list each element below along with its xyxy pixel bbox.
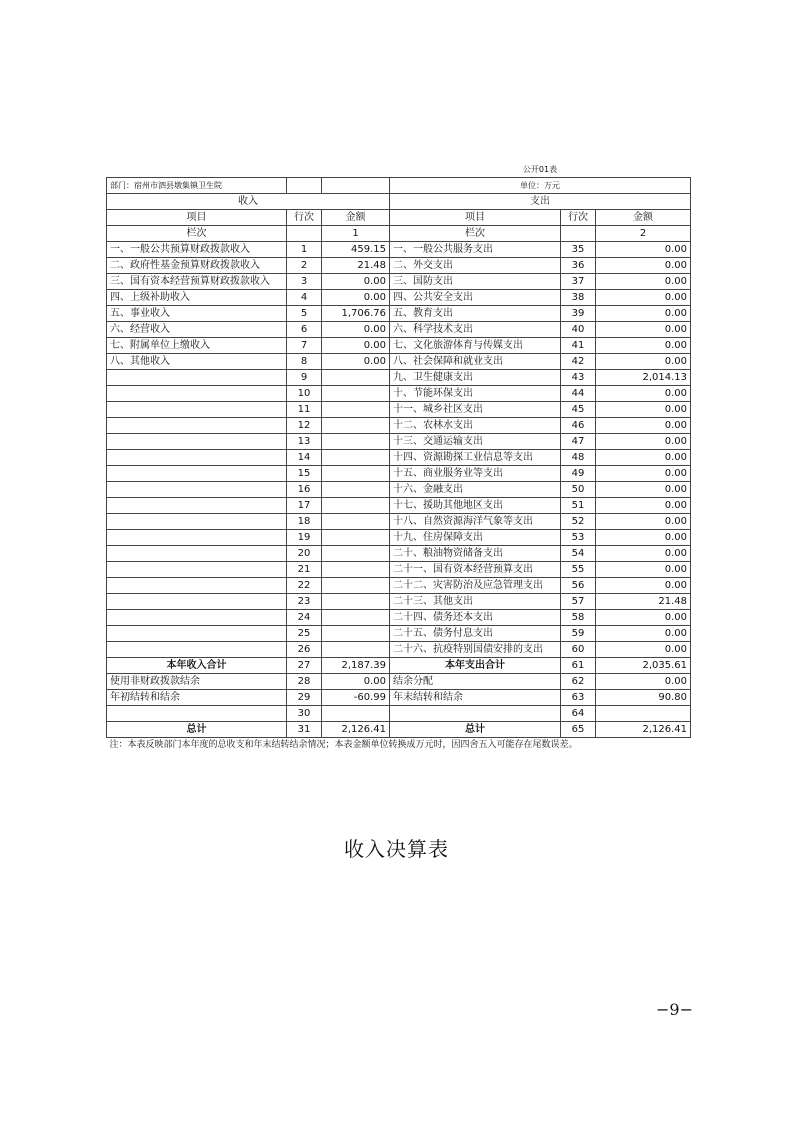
expense-item: 二十一、国有资本经营预算支出 xyxy=(390,562,561,578)
expense-item: 二十五、债务付息支出 xyxy=(390,626,561,642)
income-item xyxy=(107,498,287,514)
department: 部门：宿州市泗县墩集镇卫生院 xyxy=(107,178,287,194)
income-item xyxy=(107,450,287,466)
income-line-header: 行次 xyxy=(287,210,322,226)
income-line: 29 xyxy=(287,690,322,706)
income-line: 11 xyxy=(287,402,322,418)
column-header-row xyxy=(107,210,691,226)
income-section-header: 收入 xyxy=(107,194,390,210)
expense-line: 47 xyxy=(561,434,596,450)
income-line: 26 xyxy=(287,642,322,658)
expense-amount: 0.00 xyxy=(596,562,691,578)
table-row xyxy=(107,386,691,402)
income-item: 总计 xyxy=(107,722,287,738)
income-item xyxy=(107,594,287,610)
expense-item: 八、社会保障和就业支出 xyxy=(390,354,561,370)
expense-line: 64 xyxy=(561,706,596,722)
income-item xyxy=(107,546,287,562)
expense-amount: 0.00 xyxy=(596,610,691,626)
expense-amount xyxy=(596,706,691,722)
expense-item: 十七、援助其他地区支出 xyxy=(390,498,561,514)
expense-line: 44 xyxy=(561,386,596,402)
expense-amount: 0.00 xyxy=(596,258,691,274)
expense-line: 65 xyxy=(561,722,596,738)
expense-amount: 0.00 xyxy=(596,450,691,466)
income-item: 五、事业收入 xyxy=(107,306,287,322)
income-item: 年初结转和结余 xyxy=(107,690,287,706)
income-item-header: 项目 xyxy=(107,210,287,226)
expense-item: 本年支出合计 xyxy=(390,658,561,674)
income-amount: 21.48 xyxy=(322,258,390,274)
income-item xyxy=(107,530,287,546)
expense-line: 53 xyxy=(561,530,596,546)
expense-item: 三、国防支出 xyxy=(390,274,561,290)
income-item: 四、上级补助收入 xyxy=(107,290,287,306)
income-line: 8 xyxy=(287,354,322,370)
expense-item: 年末结转和结余 xyxy=(390,690,561,706)
table-row xyxy=(107,322,691,338)
income-item xyxy=(107,642,287,658)
income-line: 22 xyxy=(287,578,322,594)
expense-line: 50 xyxy=(561,482,596,498)
expense-line: 36 xyxy=(561,258,596,274)
income-item: 一、一般公共预算财政拨款收入 xyxy=(107,242,287,258)
expense-item: 一、一般公共服务支出 xyxy=(390,242,561,258)
income-amount xyxy=(322,642,390,658)
income-amount xyxy=(322,418,390,434)
income-amount: 2,187.39 xyxy=(322,658,390,674)
income-col-index: 1 xyxy=(322,226,390,242)
income-amount xyxy=(322,514,390,530)
expense-amount: 0.00 xyxy=(596,546,691,562)
expense-amount: 0.00 xyxy=(596,626,691,642)
income-item: 六、经营收入 xyxy=(107,322,287,338)
table-row xyxy=(107,274,691,290)
income-line: 13 xyxy=(287,434,322,450)
expense-item: 九、卫生健康支出 xyxy=(390,370,561,386)
expense-line: 54 xyxy=(561,546,596,562)
expense-amount: 2,014.13 xyxy=(596,370,691,386)
expense-amount: 2,035.61 xyxy=(596,658,691,674)
expense-amount: 0.00 xyxy=(596,306,691,322)
table-row xyxy=(107,562,691,578)
expense-amount: 0.00 xyxy=(596,482,691,498)
income-line: 3 xyxy=(287,274,322,290)
expense-line: 48 xyxy=(561,450,596,466)
income-amount-header: 金额 xyxy=(322,210,390,226)
expense-line: 43 xyxy=(561,370,596,386)
income-item xyxy=(107,434,287,450)
expense-item: 十九、住房保障支出 xyxy=(390,530,561,546)
table-row xyxy=(107,674,691,690)
expense-section-header: 支出 xyxy=(390,194,691,210)
expense-line: 62 xyxy=(561,674,596,690)
expense-amount: 0.00 xyxy=(596,498,691,514)
expense-line: 55 xyxy=(561,562,596,578)
expense-line-header: 行次 xyxy=(561,210,596,226)
income-amount xyxy=(322,546,390,562)
income-amount xyxy=(322,450,390,466)
income-amount: 0.00 xyxy=(322,674,390,690)
table-row xyxy=(107,434,691,450)
expense-amount: 0.00 xyxy=(596,674,691,690)
expense-item: 五、教育支出 xyxy=(390,306,561,322)
expense-item-header: 项目 xyxy=(390,210,561,226)
expense-item: 十三、交通运输支出 xyxy=(390,434,561,450)
page-title: 收入决算表 xyxy=(344,837,449,861)
income-amount: 0.00 xyxy=(322,322,390,338)
table-row xyxy=(107,242,691,258)
unit-label: 单位：万元 xyxy=(390,178,691,194)
expense-amount: 0.00 xyxy=(596,530,691,546)
expense-amount: 0.00 xyxy=(596,354,691,370)
income-col-label: 栏次 xyxy=(107,226,287,242)
expense-line: 41 xyxy=(561,338,596,354)
table-row xyxy=(107,450,691,466)
income-line: 1 xyxy=(287,242,322,258)
expense-item: 二、外交支出 xyxy=(390,258,561,274)
expense-amount: 0.00 xyxy=(596,402,691,418)
table-row xyxy=(107,594,691,610)
table-row xyxy=(107,354,691,370)
income-item: 二、政府性基金预算财政拨款收入 xyxy=(107,258,287,274)
expense-line: 52 xyxy=(561,514,596,530)
income-line: 19 xyxy=(287,530,322,546)
expense-amount: 90.80 xyxy=(596,690,691,706)
expense-line: 35 xyxy=(561,242,596,258)
table-row xyxy=(107,610,691,626)
expense-amount: 0.00 xyxy=(596,466,691,482)
table-row xyxy=(107,418,691,434)
expense-line: 61 xyxy=(561,658,596,674)
income-line: 27 xyxy=(287,658,322,674)
income-line: 24 xyxy=(287,610,322,626)
expense-item: 六、科学技术支出 xyxy=(390,322,561,338)
income-line: 16 xyxy=(287,482,322,498)
expense-line: 40 xyxy=(561,322,596,338)
expense-item: 二十六、抗疫特别国债安排的支出 xyxy=(390,642,561,658)
expense-col-label: 栏次 xyxy=(390,226,561,242)
expense-item: 二十四、债务还本支出 xyxy=(390,610,561,626)
expense-item: 二十、粮油物资储备支出 xyxy=(390,546,561,562)
expense-item: 总计 xyxy=(390,722,561,738)
table-row xyxy=(107,258,691,274)
income-amount: 0.00 xyxy=(322,290,390,306)
expense-item: 十一、城乡社区支出 xyxy=(390,402,561,418)
income-amount: -60.99 xyxy=(322,690,390,706)
expense-amount: 0.00 xyxy=(596,514,691,530)
table-row xyxy=(107,402,691,418)
income-amount xyxy=(322,402,390,418)
expense-line: 42 xyxy=(561,354,596,370)
expense-item: 结余分配 xyxy=(390,674,561,690)
expense-line: 56 xyxy=(561,578,596,594)
income-item xyxy=(107,402,287,418)
table-row xyxy=(107,482,691,498)
income-line: 5 xyxy=(287,306,322,322)
income-item: 七、附属单位上缴收入 xyxy=(107,338,287,354)
table-row xyxy=(107,290,691,306)
income-line: 15 xyxy=(287,466,322,482)
income-amount xyxy=(322,386,390,402)
income-amount: 0.00 xyxy=(322,274,390,290)
table-row xyxy=(107,498,691,514)
income-line: 14 xyxy=(287,450,322,466)
income-amount xyxy=(322,370,390,386)
income-amount xyxy=(322,530,390,546)
income-line: 30 xyxy=(287,706,322,722)
expense-item: 二十三、其他支出 xyxy=(390,594,561,610)
expense-item: 十二、农林水支出 xyxy=(390,418,561,434)
income-amount: 0.00 xyxy=(322,338,390,354)
expense-amount: 0.00 xyxy=(596,322,691,338)
expense-line: 51 xyxy=(561,498,596,514)
income-amount xyxy=(322,498,390,514)
expense-item: 十、节能环保支出 xyxy=(390,386,561,402)
income-item: 本年收入合计 xyxy=(107,658,287,674)
expense-amount-header: 金额 xyxy=(596,210,691,226)
income-line: 28 xyxy=(287,674,322,690)
income-item: 使用非财政拨款结余 xyxy=(107,674,287,690)
table-row xyxy=(107,530,691,546)
expense-line: 38 xyxy=(561,290,596,306)
table-row xyxy=(107,658,691,674)
expense-amount: 0.00 xyxy=(596,578,691,594)
expense-line: 45 xyxy=(561,402,596,418)
expense-amount: 0.00 xyxy=(596,434,691,450)
table-note: 注：本表反映部门本年度的总收支和年末结转结余情况；本表金额单位转换成万元时，因四舍五入可能存在尾数误差。 xyxy=(107,738,691,754)
expense-amount: 0.00 xyxy=(596,642,691,658)
income-amount xyxy=(322,466,390,482)
income-amount xyxy=(322,626,390,642)
income-amount: 459.15 xyxy=(322,242,390,258)
income-amount xyxy=(322,578,390,594)
table-row xyxy=(107,370,691,386)
income-item xyxy=(107,418,287,434)
expense-line: 59 xyxy=(561,626,596,642)
income-item: 八、其他收入 xyxy=(107,354,287,370)
expense-amount: 21.48 xyxy=(596,594,691,610)
income-line: 12 xyxy=(287,418,322,434)
expense-amount: 0.00 xyxy=(596,418,691,434)
expense-item: 十六、金融支出 xyxy=(390,482,561,498)
income-line: 6 xyxy=(287,322,322,338)
income-line: 31 xyxy=(287,722,322,738)
income-line: 17 xyxy=(287,498,322,514)
income-item xyxy=(107,706,287,722)
income-item xyxy=(107,370,287,386)
table-row xyxy=(107,626,691,642)
expense-line: 58 xyxy=(561,610,596,626)
income-line: 10 xyxy=(287,386,322,402)
income-item xyxy=(107,466,287,482)
income-line: 2 xyxy=(287,258,322,274)
expense-item: 七、文化旅游体育与传媒支出 xyxy=(390,338,561,354)
table-row xyxy=(107,642,691,658)
expense-line: 49 xyxy=(561,466,596,482)
income-item xyxy=(107,514,287,530)
income-item xyxy=(107,626,287,642)
expense-item xyxy=(390,706,561,722)
income-line: 20 xyxy=(287,546,322,562)
expense-amount: 0.00 xyxy=(596,386,691,402)
column-index-row xyxy=(107,226,691,242)
table-row xyxy=(107,306,691,322)
expense-line: 39 xyxy=(561,306,596,322)
income-amount: 2,126.41 xyxy=(322,722,390,738)
expense-amount: 0.00 xyxy=(596,338,691,354)
expense-amount: 0.00 xyxy=(596,242,691,258)
income-item: 三、国有资本经营预算财政拨款收入 xyxy=(107,274,287,290)
expense-line: 60 xyxy=(561,642,596,658)
income-expense-table xyxy=(106,162,691,753)
income-amount xyxy=(322,594,390,610)
table-row xyxy=(107,514,691,530)
expense-col-index: 2 xyxy=(596,226,691,242)
expense-amount: 2,126.41 xyxy=(596,722,691,738)
income-item xyxy=(107,610,287,626)
expense-item: 十五、商业服务业等支出 xyxy=(390,466,561,482)
income-amount: 1,706.76 xyxy=(322,306,390,322)
form-code: 公开01表 xyxy=(390,162,691,178)
income-line: 23 xyxy=(287,594,322,610)
income-item xyxy=(107,562,287,578)
income-item xyxy=(107,482,287,498)
income-line: 18 xyxy=(287,514,322,530)
expense-item: 四、公共安全支出 xyxy=(390,290,561,306)
income-line: 9 xyxy=(287,370,322,386)
income-item xyxy=(107,386,287,402)
income-line: 25 xyxy=(287,626,322,642)
expense-item: 十八、自然资源海洋气象等支出 xyxy=(390,514,561,530)
expense-line: 46 xyxy=(561,418,596,434)
income-item xyxy=(107,578,287,594)
expense-amount: 0.00 xyxy=(596,274,691,290)
income-line: 7 xyxy=(287,338,322,354)
table-row xyxy=(107,690,691,706)
income-amount xyxy=(322,706,390,722)
table-row xyxy=(107,466,691,482)
income-line: 21 xyxy=(287,562,322,578)
table-row xyxy=(107,546,691,562)
expense-item: 十四、资源勘探工业信息等支出 xyxy=(390,450,561,466)
expense-line: 37 xyxy=(561,274,596,290)
table-row xyxy=(107,578,691,594)
income-line: 4 xyxy=(287,290,322,306)
income-amount xyxy=(322,482,390,498)
page-number: −9− xyxy=(656,1000,693,1019)
expense-line: 57 xyxy=(561,594,596,610)
table-row xyxy=(107,706,691,722)
expense-line: 63 xyxy=(561,690,596,706)
expense-item: 二十二、灾害防治及应急管理支出 xyxy=(390,578,561,594)
income-amount xyxy=(322,434,390,450)
table-row xyxy=(107,722,691,738)
table-row xyxy=(107,338,691,354)
income-amount xyxy=(322,562,390,578)
expense-amount: 0.00 xyxy=(596,290,691,306)
income-amount: 0.00 xyxy=(322,354,390,370)
income-amount xyxy=(322,610,390,626)
